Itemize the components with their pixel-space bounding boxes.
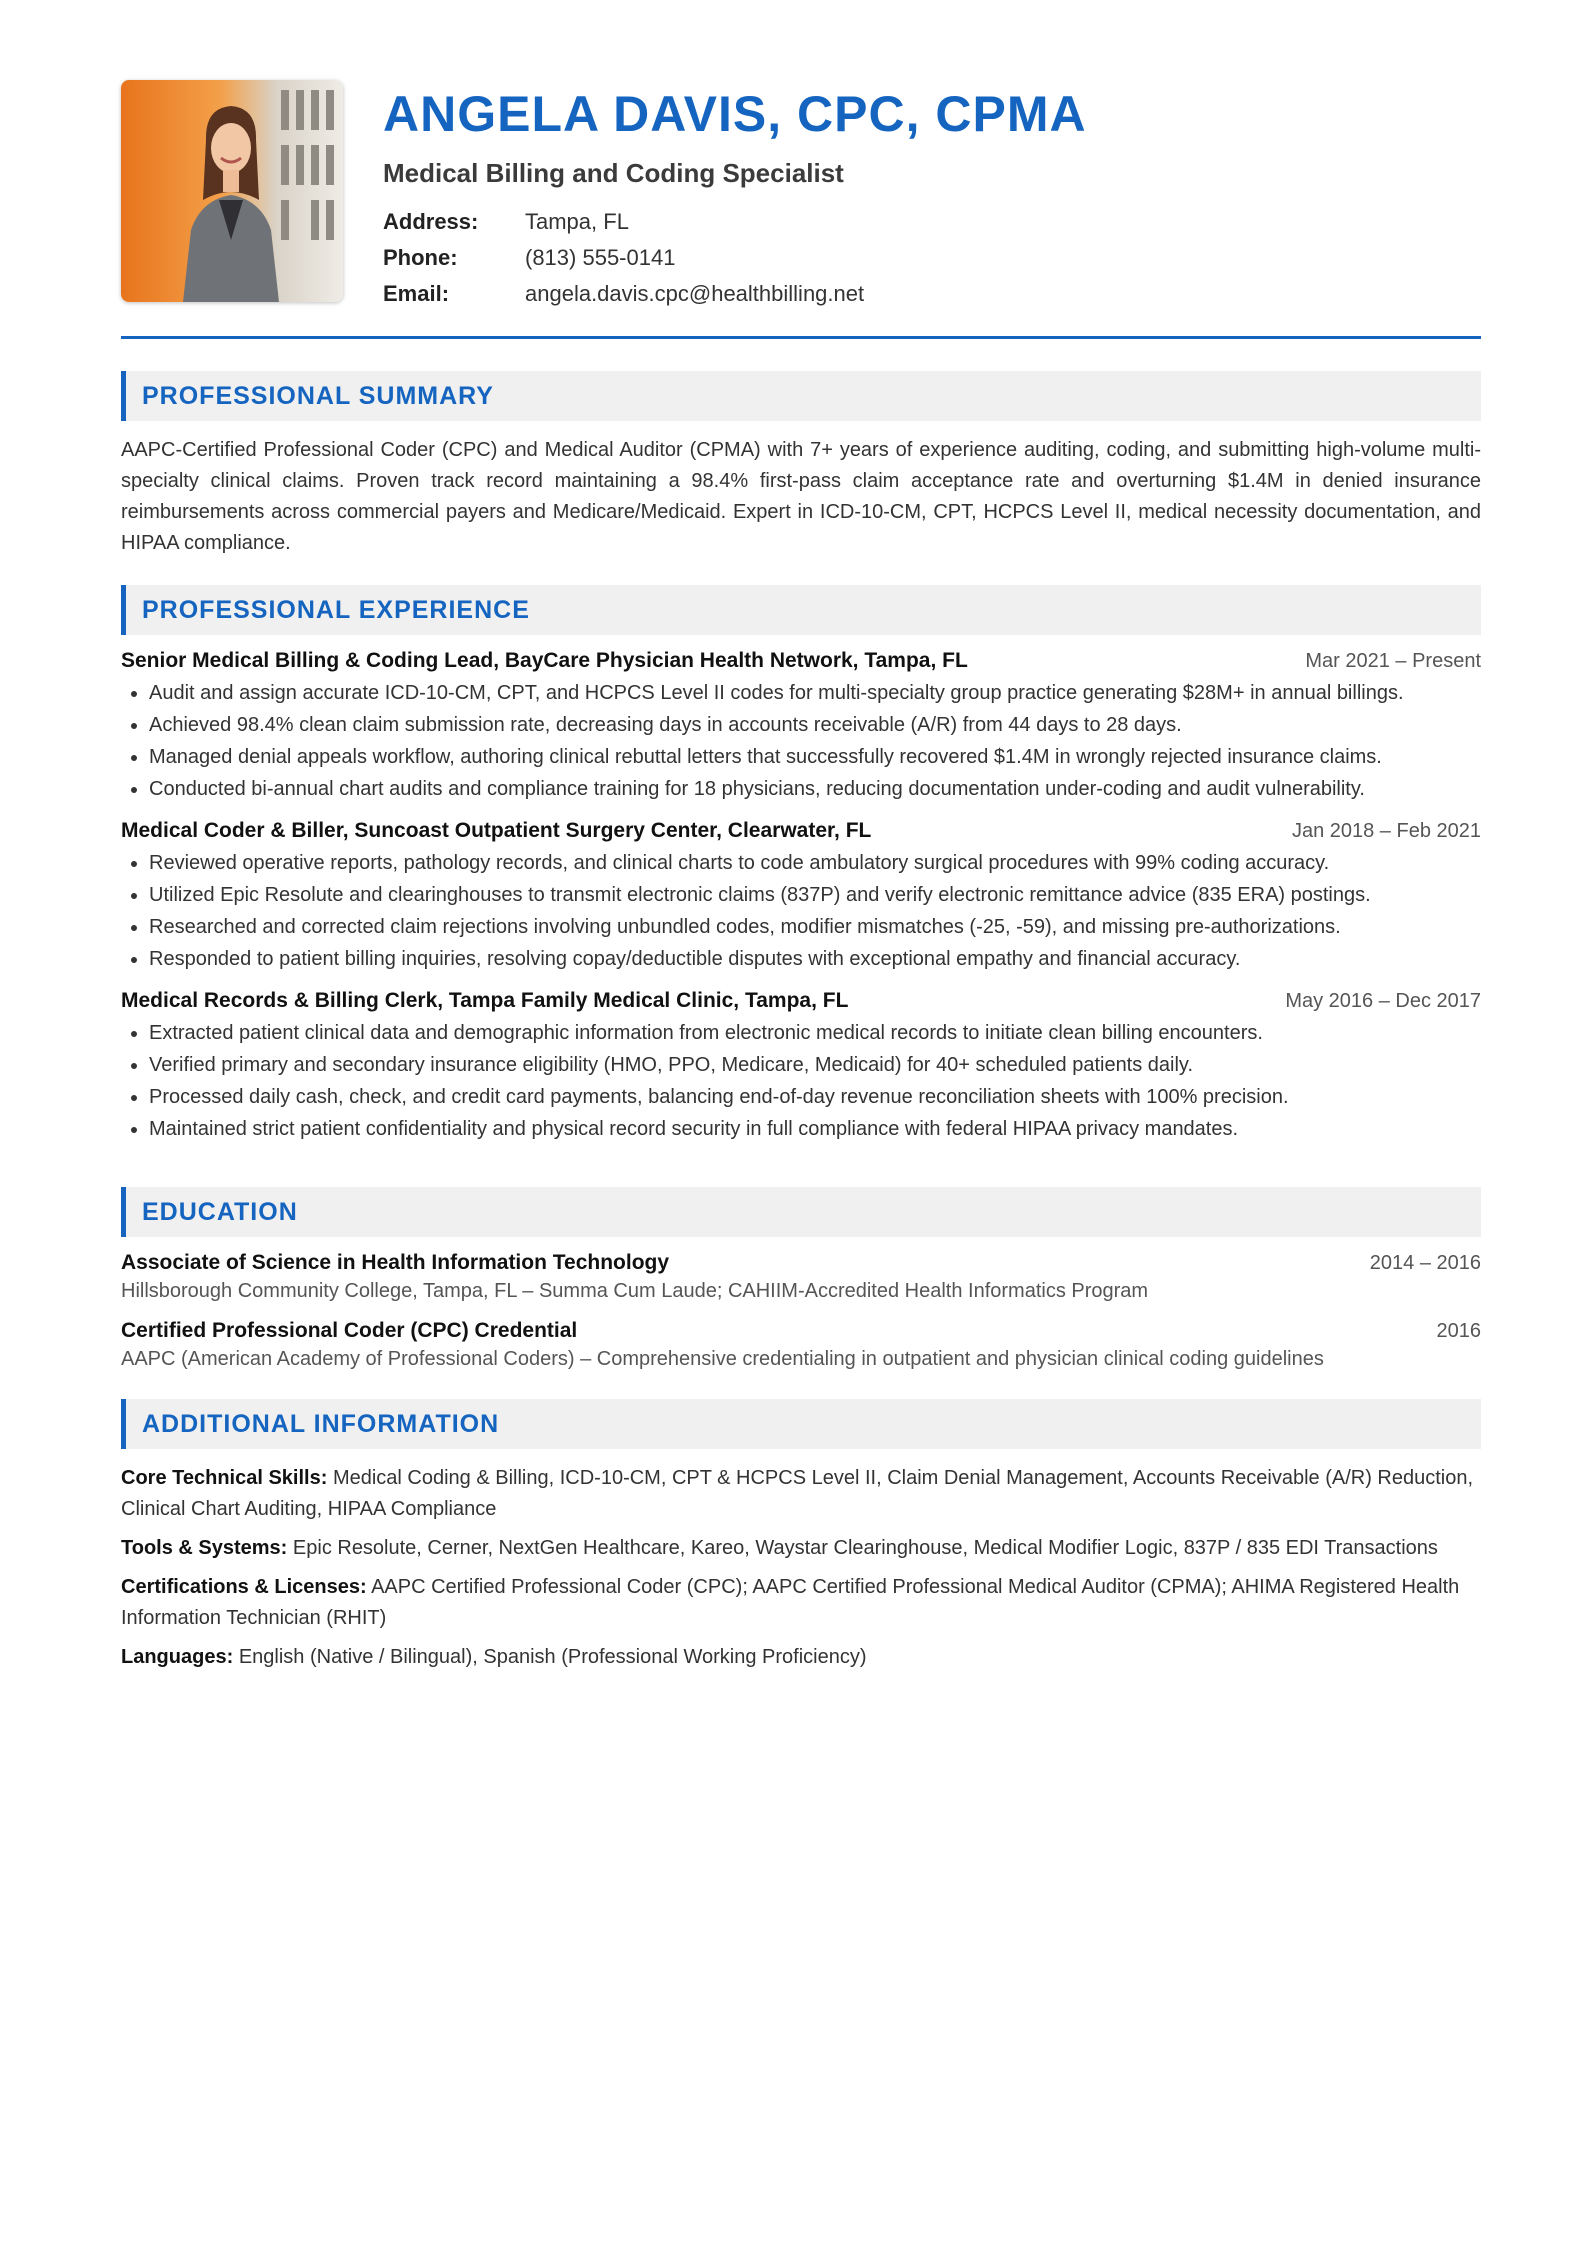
contact-address — [383, 204, 1481, 240]
education-detail: AAPC (American Academy of Professional Coders) – Comprehensive credentialing in outpatient and physician clinical coding guidelines — [121, 1348, 1324, 1370]
additional-languages — [121, 1642, 1481, 1673]
bullet-item: • Researched and corrected claim rejections involving unbundled codes, modifier mismatches (-25, -59), and missing pre-authorizations. — [149, 911, 1481, 943]
bullet-item: • Extracted patient clinical data and demographic information from electronic medical records to initiate clean billing encounters. — [149, 1017, 1481, 1049]
contact-email — [383, 276, 1481, 312]
contact-value: angela.davis.cpc@healthbilling.net — [525, 281, 865, 306]
contact-label: Address: — [383, 209, 479, 234]
bullet-item: • Achieved 98.4% clean claim submission rate, decreasing days in accounts receivable (A/R) from 44 days to 28 days. — [149, 709, 1481, 741]
contact-value: Tampa, FL — [525, 209, 629, 234]
section-header-experience — [121, 585, 1481, 635]
bullet-item: • Processed daily cash, check, and credit card payments, balancing end-of-day revenue reconciliation sheets with 100% precision. — [149, 1081, 1481, 1113]
education-date: 2016 — [1436, 1320, 1481, 1342]
candidate-title: Medical Billing and Coding Specialist — [383, 158, 844, 188]
education-title: Certified Professional Coder (CPC) Credential — [121, 1319, 578, 1342]
bullet-item: • Managed denial appeals workflow, authoring clinical rebuttal letters that successfully recovered $1.4M in wrongly rejected insurance claims. — [149, 741, 1481, 773]
contact-label: Phone: — [383, 245, 458, 270]
profile-photo — [121, 80, 343, 302]
contact-label: Email: — [383, 281, 450, 306]
bullet-item: • Utilized Epic Resolute and clearinghouses to transmit electronic claims (837P) and verify electronic remittance advice (835 ERA) postings. — [149, 879, 1481, 911]
education-header — [121, 1319, 1481, 1343]
resume-content — [121, 80, 1481, 1668]
info-value: Medical Coding & Billing, ICD-10-CM, CPT & HCPCS Level II, Claim Denial Management, Accounts Receivable (A/R) Reduction, Clinical Chart Auditing, HIPAA Compliance — [121, 1467, 1474, 1520]
contact-block — [383, 204, 1481, 312]
additional-certifications — [121, 1572, 1481, 1634]
job-title: Medical Records & Billing Clerk, Tampa Family Medical Clinic, Tampa, FL — [121, 989, 849, 1012]
job-entry — [121, 649, 1481, 805]
additional-skills — [121, 1463, 1481, 1525]
contact-value: (813) 555-0141 — [525, 245, 676, 270]
info-value: English (Native / Bilingual), Spanish (Professional Working Proficiency) — [238, 1646, 867, 1668]
info-value: AAPC Certified Professional Coder (CPC); AAPC Certified Professional Medical Auditor (CPMA); AHIMA Registered Health Information Technician (RHIT) — [121, 1576, 1460, 1629]
info-label: Core Technical Skills: — [121, 1467, 328, 1489]
contact-phone — [383, 240, 1481, 276]
bullet-item: • Audit and assign accurate ICD-10-CM, CPT, and HCPCS Level II codes for multi-specialty group practice generating $28M+ in annual billings. — [149, 677, 1481, 709]
bullet-item: • Responded to patient billing inquiries, resolving copay/deductible disputes with exceptional empathy and financial accuracy. — [149, 943, 1481, 975]
education-title: Associate of Science in Health Information Technology — [121, 1251, 670, 1274]
job-header — [121, 649, 1481, 673]
section-header-additional — [121, 1399, 1481, 1449]
job-bullets — [121, 1017, 1481, 1145]
resume-header — [121, 80, 1481, 306]
job-bullets — [121, 847, 1481, 975]
job-title: Medical Coder & Biller, Suncoast Outpatient Surgery Center, Clearwater, FL — [121, 819, 872, 842]
job-title: Senior Medical Billing & Coding Lead, BayCare Physician Health Network, Tampa, FL — [121, 649, 968, 672]
job-date: Jan 2018 – Feb 2021 — [1291, 820, 1481, 842]
bullet-item: • Reviewed operative reports, pathology records, and clinical charts to code ambulatory surgical procedures with 99% coding accuracy. — [149, 847, 1481, 879]
bullet-item: • Conducted bi-annual chart audits and compliance training for 18 physicians, reducing documentation under-coding and audit vulnerability. — [149, 773, 1481, 805]
job-bullets — [121, 677, 1481, 805]
education-detail: Hillsborough Community College, Tampa, FL – Summa Cum Laude; CAHIIM-Accredited Health Informatics Program — [121, 1280, 1149, 1302]
summary-text: AAPC-Certified Professional Coder (CPC) and Medical Auditor (CPMA) with 7+ years of experience auditing, coding, and submitting high-volume multi-specialty clinical claims. Proven track record maintaining a 98.4% first-pass claim acceptance rate and overturning $1.4M in denied insurance reimbursements across commercial payers and Medicare/Medicaid. Expert in ICD-10-CM, CPT, HCPCS Level II, medical necessity documentation, and HIPAA compliance. — [121, 439, 1481, 554]
header-info — [383, 80, 1481, 312]
education-header — [121, 1251, 1481, 1275]
resume-sections — [121, 371, 1481, 1673]
education-entry — [121, 1319, 1481, 1373]
education-date: 2014 – 2016 — [1369, 1252, 1481, 1274]
info-value: Epic Resolute, Cerner, NextGen Healthcare, Kareo, Waystar Clearinghouse, Medical Modifier Logic, 837P / 835 EDI Transactions — [292, 1537, 1438, 1559]
header-divider — [121, 336, 1481, 339]
info-label: Certifications & Licenses: — [121, 1576, 367, 1598]
section-title: PROFESSIONAL SUMMARY — [142, 381, 494, 410]
additional-tools — [121, 1533, 1481, 1564]
section-title: EDUCATION — [142, 1197, 298, 1226]
candidate-name: ANGELA DAVIS, CPC, CPMA — [383, 86, 1087, 142]
section-title: ADDITIONAL INFORMATION — [142, 1409, 500, 1438]
section-header-education — [121, 1187, 1481, 1237]
job-entry — [121, 819, 1481, 975]
section-header-summary — [121, 371, 1481, 421]
job-header — [121, 819, 1481, 843]
bullet-item: • Maintained strict patient confidentiality and physical record security in full compliance with federal HIPAA privacy mandates. — [149, 1113, 1481, 1145]
education-entry — [121, 1251, 1481, 1305]
info-label: Tools & Systems: — [121, 1537, 288, 1559]
job-date: Mar 2021 – Present — [1305, 650, 1481, 672]
info-label: Languages: — [121, 1646, 234, 1668]
job-date: May 2016 – Dec 2017 — [1285, 990, 1481, 1012]
job-header — [121, 989, 1481, 1013]
bullet-item: • Verified primary and secondary insurance eligibility (HMO, PPO, Medicare, Medicaid) for 40+ scheduled patients daily. — [149, 1049, 1481, 1081]
section-title: PROFESSIONAL EXPERIENCE — [142, 595, 530, 624]
job-entry — [121, 989, 1481, 1145]
